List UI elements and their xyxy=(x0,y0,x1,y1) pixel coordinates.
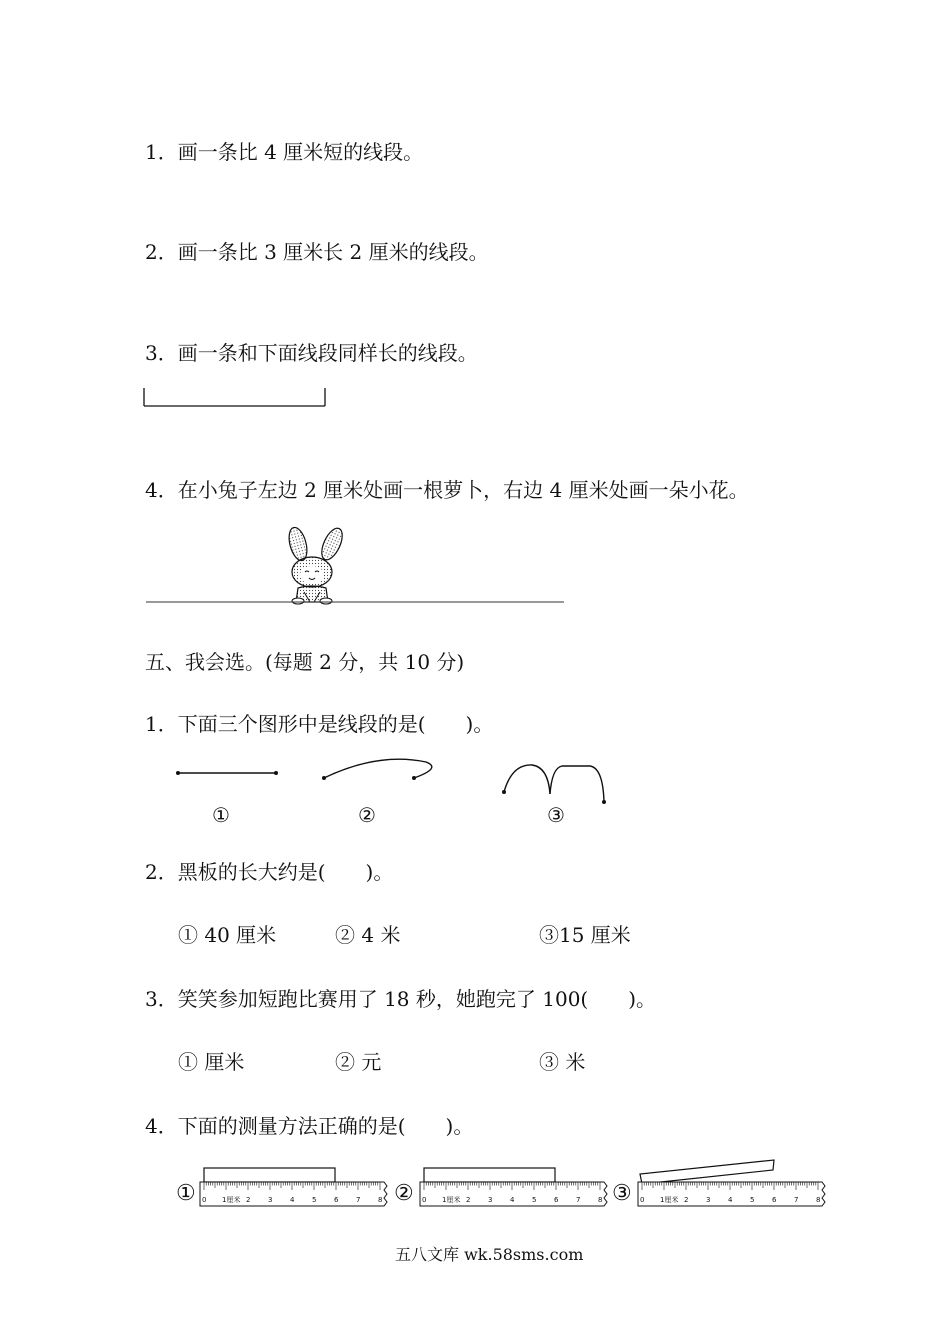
ruler-tick-label: 5 xyxy=(532,1196,537,1204)
measure-1-label: ① xyxy=(176,1181,196,1206)
figure-3-arcs xyxy=(498,762,613,808)
ruler-tick-label: 6 xyxy=(772,1196,777,1204)
ground-line xyxy=(146,601,566,604)
ruler-tick-label: 4 xyxy=(510,1196,515,1204)
ruler-tick-label: 3 xyxy=(706,1196,711,1204)
q4-1-text: 1．画一条比 4 厘米短的线段。 xyxy=(145,140,424,164)
ruler-tick-label: 6 xyxy=(554,1196,559,1204)
measure-3-ruler xyxy=(638,1158,830,1212)
ruler-tick-label: 5 xyxy=(312,1196,317,1204)
section5-title: 五、我会选。(每题 2 分，共 10 分) xyxy=(145,650,465,674)
measure-1-ruler xyxy=(200,1172,392,1212)
ruler-tick-label: 8 xyxy=(378,1196,383,1204)
ruler-tick-label: 4 xyxy=(290,1196,295,1204)
ruler-tick-label: 2 xyxy=(246,1196,251,1204)
ruler-tick-label: 0 xyxy=(202,1196,207,1204)
footer-text: 五八文库 wk.58sms.com xyxy=(395,1245,584,1264)
ruler-tick-label: 3 xyxy=(268,1196,273,1204)
ruler-tick-label: 2 xyxy=(684,1196,689,1204)
q5-2-text: 2．黑板的长大约是( )。 xyxy=(145,860,394,884)
figure-3-label: ③ xyxy=(547,803,565,827)
q5-3-option-3: ③ 米 xyxy=(539,1050,586,1074)
ruler-tick-label: 6 xyxy=(334,1196,339,1204)
ruler-tick-label: 8 xyxy=(598,1196,603,1204)
q4-3-text: 3．画一条和下面线段同样长的线段。 xyxy=(145,341,478,365)
q4-2-text: 2．画一条比 3 厘米长 2 厘米的线段。 xyxy=(145,240,489,264)
ruler-tick-label: 3 xyxy=(488,1196,493,1204)
ruler-tick-label: 7 xyxy=(576,1196,581,1204)
q5-1-text: 1．下面三个图形中是线段的是( )。 xyxy=(145,712,494,736)
figure-1-label: ① xyxy=(212,803,230,827)
q4-4-text: 4．在小兔子左边 2 厘米处画一根萝卜，右边 4 厘米处画一朵小花。 xyxy=(145,478,749,502)
q5-3-option-2: ② 元 xyxy=(335,1050,382,1074)
q5-2-option-1: ① 40 厘米 xyxy=(178,923,277,947)
measure-3-label: ③ xyxy=(612,1181,632,1206)
measure-2-label: ② xyxy=(394,1181,414,1206)
q5-3-text: 3．笑笑参加短跑比赛用了 18 秒，她跑完了 100( )。 xyxy=(145,987,657,1011)
ruler-tick-label: 7 xyxy=(356,1196,361,1204)
ruler-tick-label: 0 xyxy=(640,1196,645,1204)
ruler-tick-label: 1厘米 xyxy=(442,1196,461,1204)
measured-strip xyxy=(204,1168,335,1182)
q5-3-option-1: ① 厘米 xyxy=(178,1050,245,1074)
figure-2-label: ② xyxy=(358,803,376,827)
measure-2-ruler xyxy=(420,1172,612,1212)
ruler-tick-label: 8 xyxy=(816,1196,821,1204)
ruler-tick-label: 2 xyxy=(466,1196,471,1204)
measured-strip xyxy=(640,1160,774,1184)
figure-1-segment xyxy=(174,765,284,781)
q5-2-option-2: ② 4 米 xyxy=(335,923,401,947)
figure-2-curve xyxy=(318,756,443,786)
ruler-tick-label: 5 xyxy=(750,1196,755,1204)
ruler-tick-label: 1厘米 xyxy=(660,1196,679,1204)
measured-strip xyxy=(424,1168,555,1182)
q5-4-text: 4．下面的测量方法正确的是( )。 xyxy=(145,1114,474,1138)
rabbit-illustration xyxy=(278,526,358,606)
ruler-tick-label: 7 xyxy=(794,1196,799,1204)
ruler-tick-label: 1厘米 xyxy=(222,1196,241,1204)
ruler-tick-label: 4 xyxy=(728,1196,733,1204)
reference-segment xyxy=(143,388,328,410)
q5-2-option-3: ③15 厘米 xyxy=(539,923,631,947)
ruler-tick-label: 0 xyxy=(422,1196,427,1204)
